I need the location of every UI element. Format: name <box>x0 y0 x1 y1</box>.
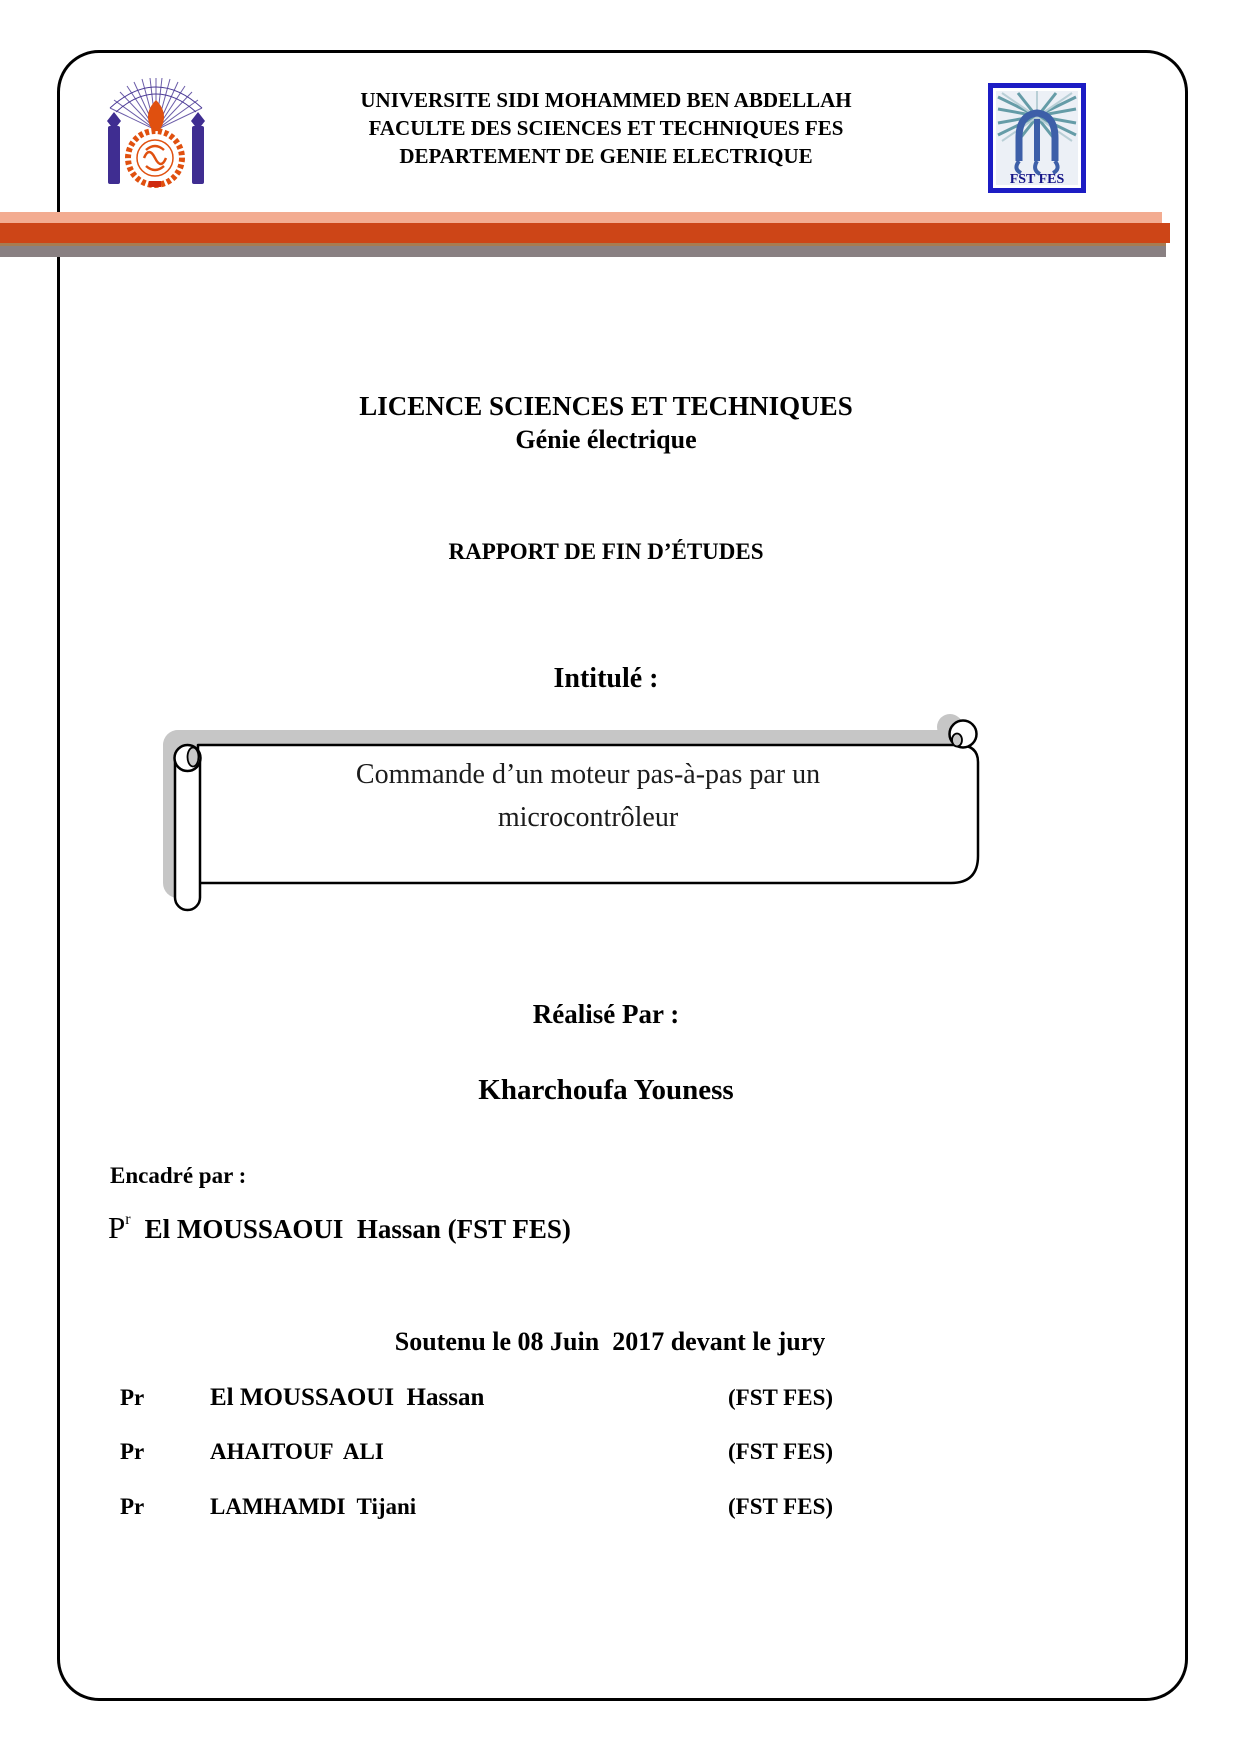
jury-member-name: LAMHAMDI Tijani <box>210 1494 417 1519</box>
author-name: Kharchoufa Youness <box>478 1074 734 1106</box>
jury-row <box>0 1492 1241 1522</box>
department-name: DEPARTEMENT DE GENIE ELECTRIQUE <box>399 144 813 168</box>
degree-title: LICENCE SCIENCES ET TECHNIQUES <box>359 391 853 421</box>
supervisor-title-superscript: r <box>125 1211 131 1228</box>
encadre-label: Encadré par : <box>110 1163 247 1188</box>
banner-stripe-salmon <box>0 212 1162 223</box>
report-type: RAPPORT DE FIN D’ÉTUDES <box>448 539 764 564</box>
jury-row <box>0 1437 1241 1467</box>
jury-member-name: AHAITOUF ALI <box>210 1439 384 1464</box>
banner-stripe-gray <box>0 246 1166 257</box>
supervisor-name: El MOUSSAOUI Hassan (FST FES) <box>144 1214 571 1244</box>
degree-speciality: Génie électrique <box>515 425 697 454</box>
usmba-university-logo <box>100 78 212 200</box>
project-title-line1: Commande d’un moteur pas-à-pas par un <box>355 759 821 790</box>
scroll-left-roll <box>175 745 201 910</box>
degree-block <box>0 390 1212 457</box>
project-title-line2: microcontrôleur <box>497 802 679 833</box>
faculty-name: FACULTE DES SCIENCES ET TECHNIQUES FES <box>368 116 844 140</box>
jury-member-affiliation: (FST FES) <box>728 1494 834 1519</box>
intitule-label: Intitulé : <box>553 663 659 694</box>
scroll-right-curl <box>950 721 977 748</box>
fst-fes-logo <box>988 83 1086 193</box>
supervisor-line <box>108 1200 571 1249</box>
banner-stripe-orange <box>0 223 1170 243</box>
supervisor-title-prefix: P <box>108 1210 126 1245</box>
jury-row <box>0 1383 1241 1413</box>
jury-member-title: Pr <box>120 1494 145 1519</box>
fst-logo-text: FST FES <box>1009 172 1065 187</box>
jury-member-name: El MOUSSAOUI Hassan <box>210 1384 485 1411</box>
jury-member-affiliation: (FST FES) <box>728 1385 834 1410</box>
realise-label: Réalisé Par : <box>532 999 680 1029</box>
defense-line: Soutenu le 08 Juin 2017 devant le jury <box>394 1327 826 1356</box>
emblem-center <box>128 100 182 187</box>
jury-member-affiliation: (FST FES) <box>728 1439 834 1464</box>
jury-member-title: Pr <box>120 1439 145 1464</box>
university-name: UNIVERSITE SIDI MOHAMMED BEN ABDELLAH <box>360 88 852 112</box>
project-title <box>200 753 976 839</box>
institution-header <box>246 86 966 170</box>
jury-member-title: Pr <box>120 1385 145 1410</box>
